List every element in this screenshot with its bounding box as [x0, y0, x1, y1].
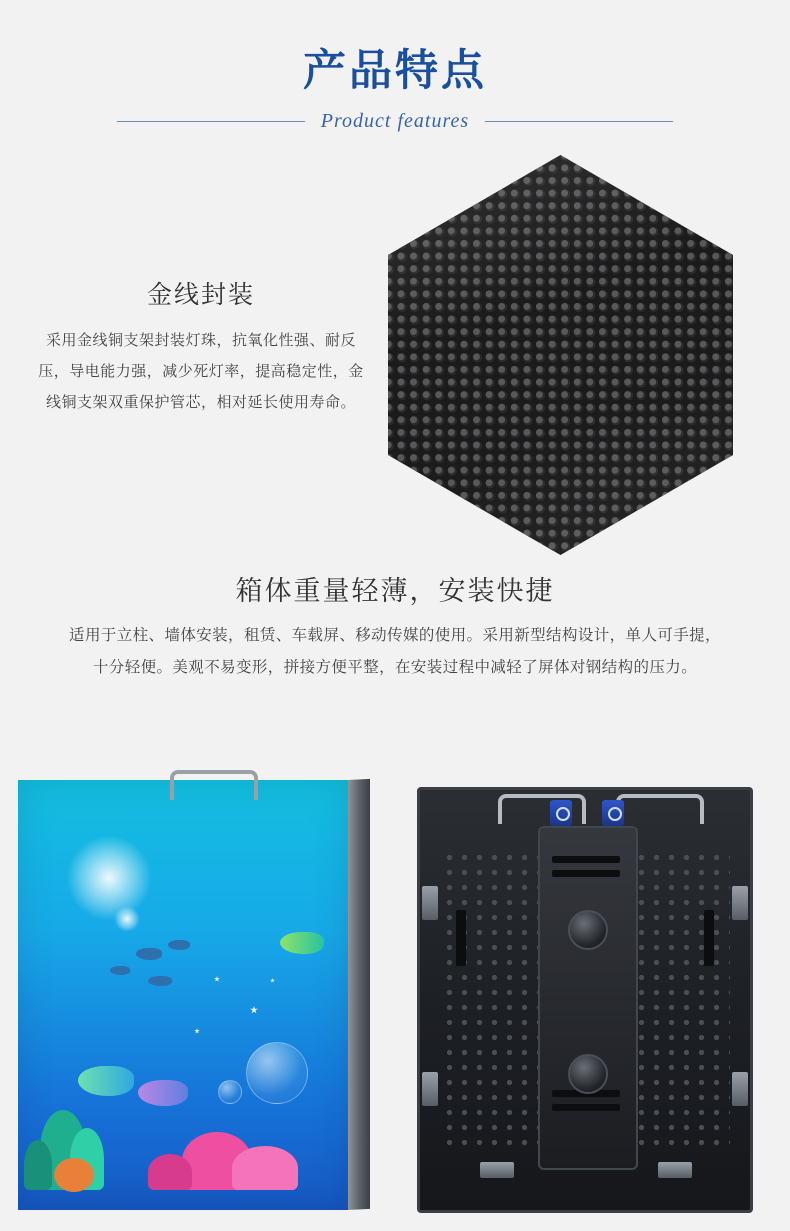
page-title: 产品特点: [303, 47, 487, 95]
star-icon: [270, 978, 275, 983]
lock-icon: [550, 800, 572, 826]
vent-slot: [456, 910, 466, 966]
section-gold-wire-package: [0, 147, 790, 577]
star-icon: [194, 1028, 200, 1034]
center-module-plate: [538, 826, 638, 1170]
divider-right: [485, 121, 673, 122]
divider-left: [117, 121, 305, 122]
screen-glow-small: [114, 906, 140, 932]
section-2-body: 适用于立柱、墙体安装，租赁、车载屏、移动传媒的使用。采用新型结构设计，单人可手提，十分轻便。美观不易变形，拼接方便平整，在安装过程中减轻了屏体对钢结构的压力。: [69, 627, 721, 676]
fish-icon: [136, 948, 162, 960]
bubble-icon: [246, 1042, 308, 1104]
fan-knob-icon: [568, 910, 608, 950]
product-photo-row: [0, 765, 790, 1231]
vent-slot: [552, 856, 620, 863]
lock-icon: [602, 800, 624, 826]
star-icon: [214, 976, 220, 982]
vent-slot: [552, 1104, 620, 1111]
coral-icon: [148, 1154, 192, 1190]
cabinet-back-frame: [417, 787, 753, 1213]
cabinet-front-screen: [18, 780, 348, 1210]
vent-slot: [552, 870, 620, 877]
section-2-title: 箱体重量轻薄，安装快捷: [235, 576, 555, 606]
section-light-cabinet: [0, 569, 790, 684]
section-1-body: 采用金线铜支架封装灯珠，抗氧化性强、耐反压，导电能力强，减少死灯率，提高稳定性，金线铜支架双重保护管芯，相对延长使用寿命。: [38, 332, 364, 411]
page-subtitle: Product features: [320, 110, 470, 132]
fish-icon: [280, 932, 324, 954]
fish-icon: [78, 1066, 134, 1096]
cabinet-handle-icon: [616, 794, 704, 824]
hexagon-sheen: [388, 155, 733, 555]
side-latch: [732, 886, 748, 920]
section-1-title: 金线封装: [146, 281, 255, 309]
coral-icon: [24, 1140, 52, 1190]
section-1-text-block: [36, 275, 366, 418]
photo-cabinet-front: [0, 765, 395, 1231]
cabinet-front-side-frame: [348, 779, 370, 1210]
fan-knob-icon: [568, 1054, 608, 1094]
photo-cabinet-back: [395, 765, 790, 1231]
star-icon: [250, 1006, 258, 1014]
subtitle-row: [0, 110, 790, 133]
side-latch: [422, 886, 438, 920]
cabinet-handle-icon: [498, 794, 586, 824]
shell-icon: [54, 1158, 94, 1192]
fish-icon: [138, 1080, 188, 1106]
vent-slot: [704, 910, 714, 966]
back-panel-texture: [442, 850, 538, 1150]
back-panel-texture: [634, 850, 730, 1150]
fish-icon: [168, 940, 190, 950]
side-latch: [422, 1072, 438, 1106]
fish-icon: [110, 966, 130, 975]
led-module-hexagon-image: [388, 155, 733, 555]
fish-icon: [148, 976, 172, 986]
cabinet-handle-icon: [170, 770, 258, 800]
hexagon-shape: [388, 155, 733, 555]
side-latch: [732, 1072, 748, 1106]
page-header: [0, 0, 790, 133]
bottom-latch: [658, 1162, 692, 1178]
coral-icon: [232, 1146, 298, 1190]
bubble-icon: [218, 1080, 242, 1104]
bottom-latch: [480, 1162, 514, 1178]
screen-glow: [66, 835, 152, 921]
